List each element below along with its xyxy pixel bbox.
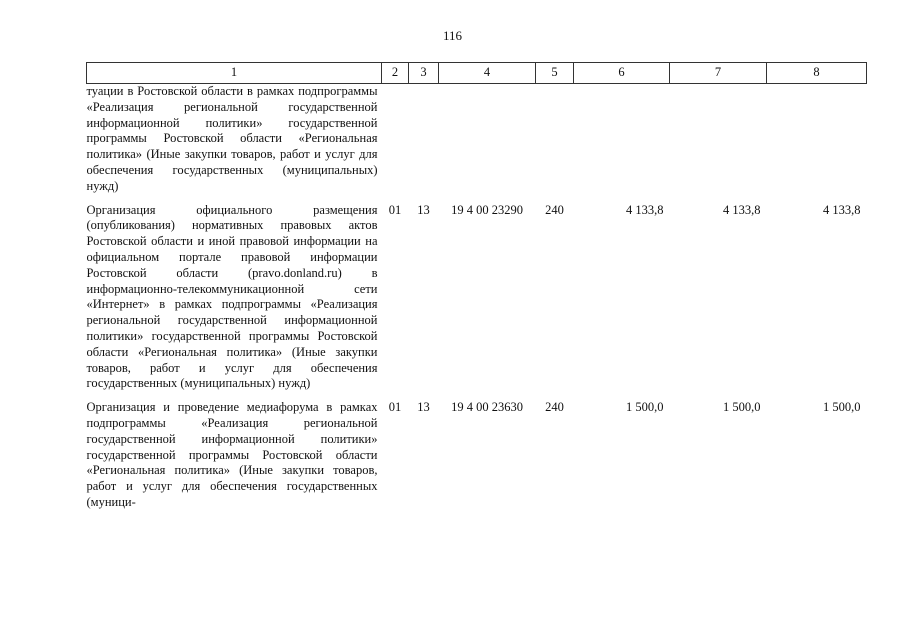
row-section: 01: [388, 202, 402, 217]
row-section: [382, 84, 409, 203]
header-col-2: 2: [382, 63, 409, 84]
row-expense-type: 240: [545, 202, 564, 217]
row-subsection: 13: [417, 202, 430, 217]
table-body: [87, 84, 867, 511]
row-sum-col-7: [670, 84, 767, 203]
row-sum-col-6: 1 500,0: [626, 400, 664, 415]
header-col-7: 7: [670, 63, 767, 84]
table-header: [87, 63, 867, 84]
row-subsection: 13: [417, 400, 430, 415]
row-sum-col-8: 1 500,0: [823, 400, 861, 415]
table-row: [87, 203, 867, 401]
row-sum-col-6: 4 133,8: [626, 202, 664, 217]
row-section: 01: [388, 400, 402, 415]
row-sum-col-7: 1 500,0: [723, 400, 761, 415]
page-number: 116: [442, 28, 463, 43]
row-subsection: [409, 84, 439, 203]
row-description: Организация и проведение медиафорума в рамках подпрограммы «Реализация региональной государственной информационной политики» государственной программы Ростовской области «Региональная политика» (Иные закупки товаров, работ и услуг для обеспечения государственных (муници-: [86, 400, 378, 509]
row-target-article: 19 4 00 23290: [451, 202, 523, 217]
row-sum-col-8: 4 133,8: [823, 202, 861, 217]
header-row: [87, 63, 867, 84]
row-sum-col-6: [574, 84, 670, 203]
header-col-4: 4: [439, 63, 536, 84]
row-sum-col-7: 4 133,8: [723, 202, 761, 217]
header-col-8: 8: [767, 63, 867, 84]
header-col-5: 5: [536, 63, 574, 84]
budget-table: [86, 62, 867, 511]
row-sum-col-8: [767, 84, 867, 203]
row-expense-type: [536, 84, 574, 203]
row-description: туации в Ростовской области в рамках подпрограммы «Реализация региональной государственной информационной политики» государственной программы Ростовской области «Региональная политика» (Иные закупки товаров, работ и услуг для обеспечения государственных (муниципальных) нужд): [86, 84, 378, 193]
table-row: [87, 400, 867, 511]
header-col-1: 1: [87, 63, 382, 84]
header-col-3: 3: [409, 63, 439, 84]
row-target-article: [439, 84, 536, 203]
row-target-article: 19 4 00 23630: [451, 400, 523, 415]
row-description: Организация официального размещения (опубликования) нормативных правовых актов Ростовской области и иной правовой информации на официальном портале правовой информации Ростовской области (pravo.donland.ru) в информационно-телекоммуникационной сети «Интернет» в рамках подпрограммы «Реализация региональной государственной информационной политики» государственной программы Ростовской области «Региональная политика» (Иные закупки товаров, работ и услуг для обеспечения государственных (муниципальных) нужд): [86, 202, 378, 391]
row-expense-type: 240: [545, 400, 564, 415]
table-row: [87, 84, 867, 203]
header-col-6: 6: [574, 63, 670, 84]
